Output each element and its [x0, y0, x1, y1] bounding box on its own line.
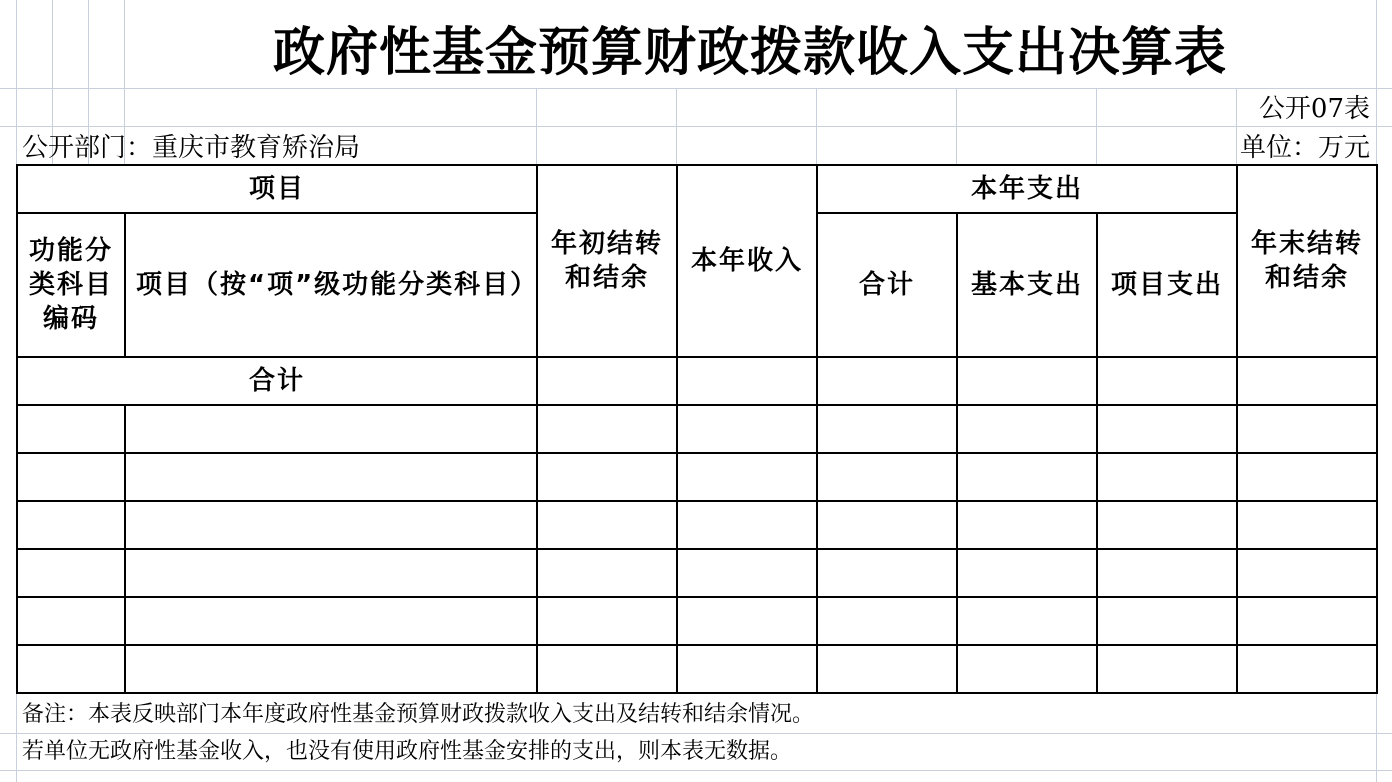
header-project-name: 项目（按“项”级功能分类科目） [125, 213, 537, 357]
table-cell [1097, 549, 1237, 597]
table-cell [17, 549, 125, 597]
table-cell [677, 453, 817, 501]
table-cell [17, 405, 125, 453]
table-cell [957, 453, 1097, 501]
table-cell [817, 357, 957, 405]
table-cell [17, 453, 125, 501]
table-cell [957, 549, 1097, 597]
header-basic-expense: 基本支出 [957, 213, 1097, 357]
note-line-2: 若单位无政府性基金收入，也没有使用政府性基金安排的支出，则本表无数据。 [22, 739, 793, 764]
table-cell [957, 405, 1097, 453]
note-line-1: 备注：本表反映部门本年度政府性基金预算财政拨款收入支出及结转和结余情况。 [22, 702, 815, 727]
table-cell [125, 405, 537, 453]
table-cell [677, 597, 817, 645]
table-cell [1237, 501, 1377, 549]
table-row [17, 453, 1377, 501]
table-cell [817, 453, 957, 501]
table-cell [957, 501, 1097, 549]
total-row [17, 357, 1377, 405]
table-cell [1237, 549, 1377, 597]
table-cell [537, 549, 677, 597]
header-project-expense: 项目支出 [1097, 213, 1237, 357]
table-cell [125, 597, 537, 645]
table-cell [537, 357, 677, 405]
table-cell [125, 501, 537, 549]
table-cell [125, 549, 537, 597]
header-project-group: 项目 [17, 165, 537, 213]
table-cell [1097, 645, 1237, 693]
table-cell [817, 597, 957, 645]
table-row [17, 549, 1377, 597]
table-cell [817, 549, 957, 597]
header-current-income: 本年收入 [677, 165, 817, 357]
department-line: 公开部门：重庆市教育矫治局 [22, 133, 361, 163]
table-row [17, 501, 1377, 549]
table-cell [1097, 357, 1237, 405]
table-cell [1097, 405, 1237, 453]
table-cell [1097, 453, 1237, 501]
header-total: 合计 [817, 213, 957, 357]
table-row [17, 405, 1377, 453]
table-cell [677, 405, 817, 453]
table-cell [537, 453, 677, 501]
table-cell [677, 501, 817, 549]
table-cell [17, 597, 125, 645]
table-cell [957, 597, 1097, 645]
table-cell [125, 453, 537, 501]
table-cell [537, 405, 677, 453]
table-cell [17, 501, 125, 549]
table-cell [677, 645, 817, 693]
table-cell [1237, 405, 1377, 453]
table-cell [125, 645, 537, 693]
table-cell [537, 597, 677, 645]
table-code: 公开07表 [1258, 94, 1370, 124]
page-title: 政府性基金预算财政拨款收入支出决算表 [272, 22, 1227, 83]
table-cell [677, 357, 817, 405]
table-cell [1237, 453, 1377, 501]
table-cell [17, 645, 125, 693]
table-cell [1237, 645, 1377, 693]
table-cell [817, 405, 957, 453]
table-cell [957, 357, 1097, 405]
table-cell [1097, 597, 1237, 645]
table-cell [537, 501, 677, 549]
table-cell [677, 549, 817, 597]
header-current-expense-group: 本年支出 [817, 165, 1237, 213]
table-cell [1237, 597, 1377, 645]
total-row-label: 合计 [17, 357, 537, 405]
budget-table [16, 164, 1378, 694]
unit-line: 单位：万元 [1239, 133, 1370, 163]
table-cell [537, 645, 677, 693]
header-opening-balance: 年初结转和结余 [537, 165, 677, 357]
table-cell [817, 645, 957, 693]
header-closing-balance: 年末结转和结余 [1237, 165, 1377, 357]
table-cell [817, 501, 957, 549]
header-func-code: 功能分类科目编码 [17, 213, 125, 357]
table-row [17, 645, 1377, 693]
table-row [17, 597, 1377, 645]
table-cell [1237, 357, 1377, 405]
table-cell [1097, 501, 1237, 549]
table-cell [957, 645, 1097, 693]
